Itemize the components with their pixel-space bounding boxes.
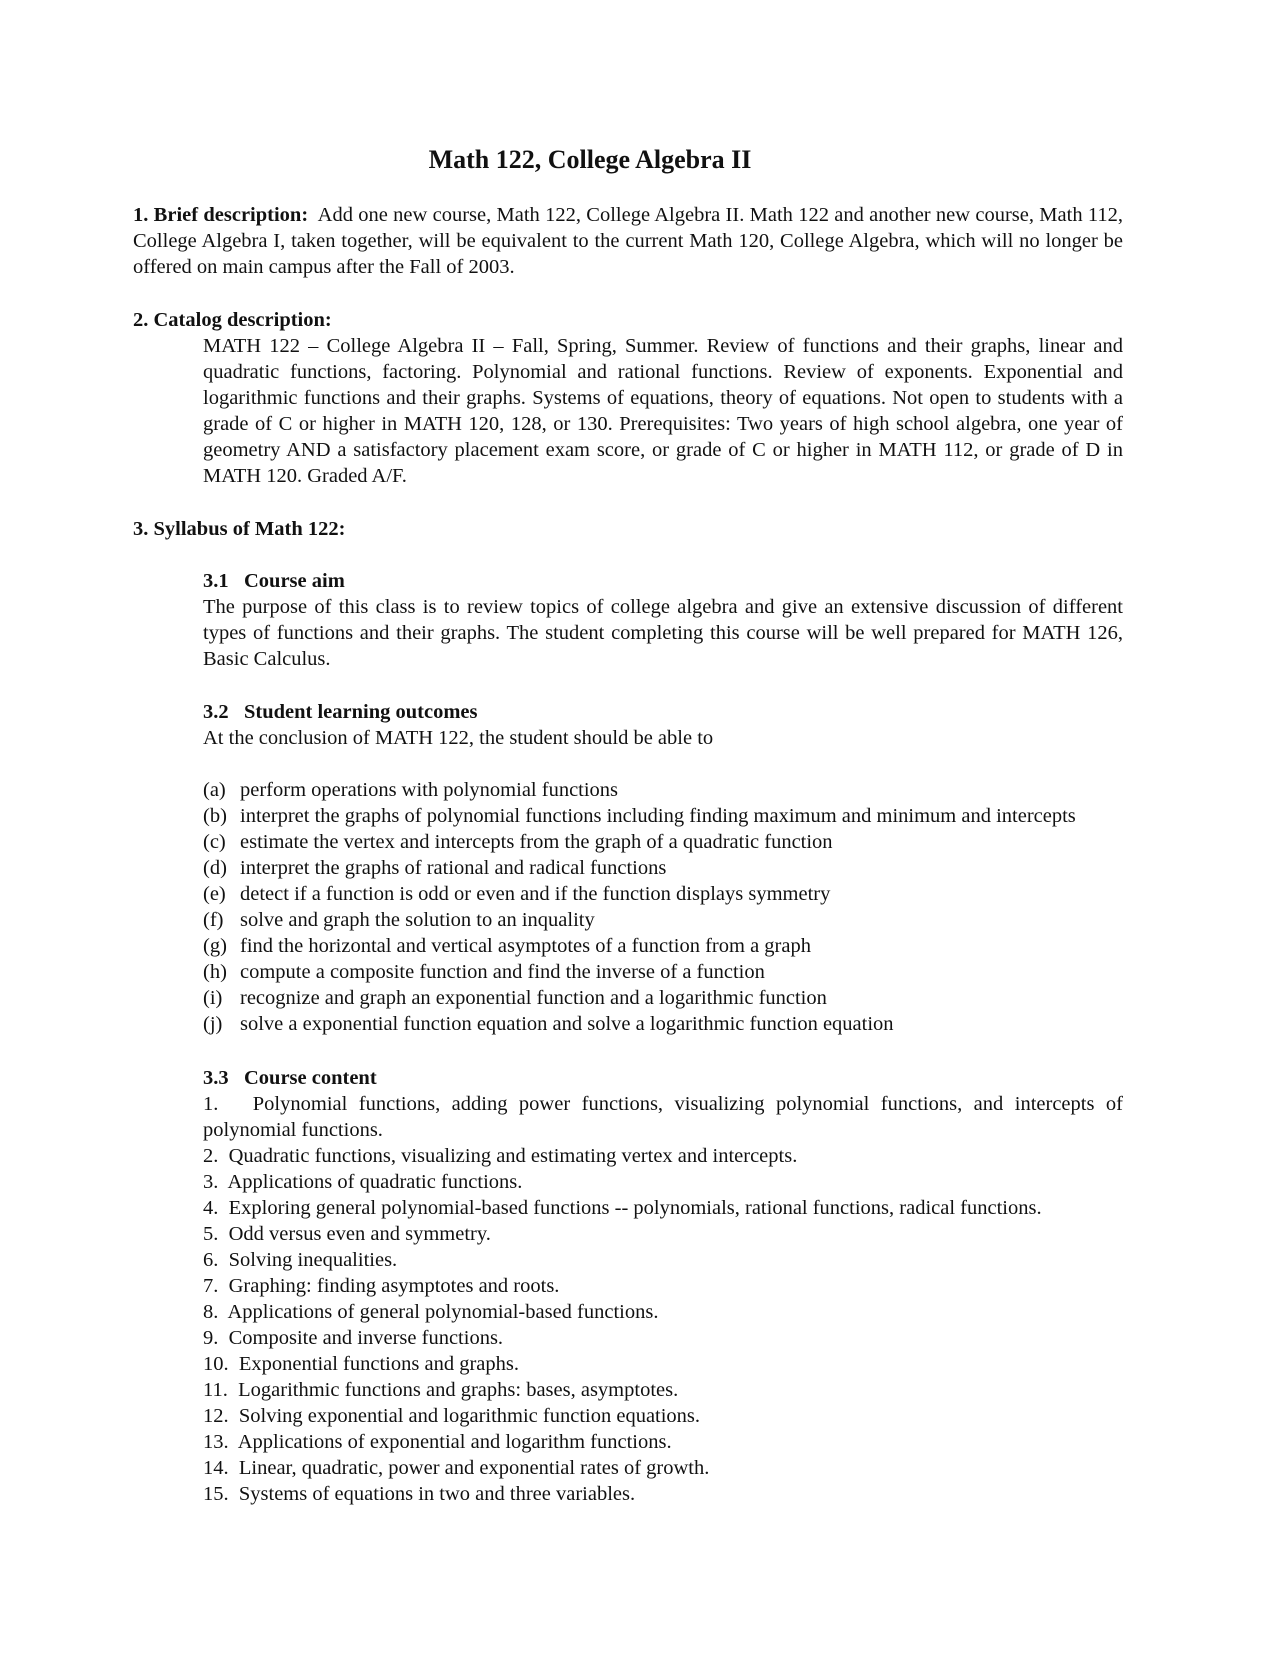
list-text: Applications of exponential and logarithm functions. [237, 1431, 672, 1453]
list-item [203, 1455, 1123, 1481]
list-marker: 6. [203, 1249, 219, 1271]
list-item [203, 1325, 1123, 1351]
list-marker: 5. [203, 1223, 219, 1245]
list-text: Solving inequalities. [228, 1249, 398, 1271]
list-text: find the horizontal and vertical asymptotes of a function from a graph [240, 935, 811, 957]
list-marker: 4. [203, 1197, 219, 1219]
list-text: Linear, quadratic, power and exponential rates of growth. [238, 1457, 710, 1479]
outcomes-list [203, 777, 1123, 1037]
list-marker: (c) [203, 831, 226, 853]
list-item [203, 1169, 1123, 1195]
list-marker: 13. [203, 1431, 229, 1453]
list-marker: (f) [203, 909, 224, 931]
list-text: Applications of general polynomial-based functions. [227, 1301, 659, 1323]
list-text: recognize and graph an exponential function and a logarithmic function [240, 987, 827, 1009]
list-text: perform operations with polynomial functions [240, 779, 619, 801]
list-item [203, 985, 1123, 1011]
list-marker: 1. [203, 1093, 219, 1115]
list-marker: 8. [203, 1301, 219, 1323]
brief-text: Add one new course, Math 122, College Algebra II. Math 122 and another new course, Math 112, College Algebra I, taken together, will be equivalent to the current Math 120, College Algebra, which will no longer be offered on main campus after the Fall of 2003. [133, 204, 1124, 278]
list-marker: 12. [203, 1405, 229, 1427]
list-marker: (h) [203, 961, 227, 983]
list-item [203, 1247, 1123, 1273]
list-item [203, 1351, 1123, 1377]
list-text: Odd versus even and symmetry. [228, 1223, 491, 1245]
list-marker: (e) [203, 883, 226, 905]
list-item [203, 1377, 1123, 1403]
content-heading: 3.3 Course content [203, 1067, 377, 1089]
list-text: Graphing: finding asymptotes and roots. [228, 1275, 560, 1297]
list-marker: (j) [203, 1013, 223, 1035]
catalog-text: MATH 122 – College Algebra II – Fall, Spring, Summer. Review of functions and their graphs, linear and quadratic functions, factoring. Polynomial and rational functions. Review of exponents. Exponential and logarithmic functions and their graphs. Systems of equations, theory of equations. Not open to students with a grade of C or higher in MATH 120, 128, or 130. Prerequisites: Two years of high school algebra, one year of geometry AND a satisfactory placement exam score, or grade of C or higher in MATH 112, or grade of D in MATH 120. Graded A/F. [203, 335, 1123, 487]
list-text: detect if a function is odd or even and if the function displays symmetry [240, 883, 831, 905]
list-item [203, 1091, 1123, 1143]
outcomes-intro: At the conclusion of MATH 122, the student should be able to [203, 727, 714, 749]
list-marker: 10. [203, 1353, 229, 1375]
list-text: Exponential functions and graphs. [238, 1353, 519, 1375]
list-marker: (a) [203, 779, 226, 801]
list-marker: (g) [203, 935, 227, 957]
list-item [203, 777, 1123, 803]
aim-heading: 3.1 Course aim [203, 570, 345, 592]
brief-description [133, 202, 1123, 280]
list-item [203, 1195, 1123, 1221]
list-text: Systems of equations in two and three variables. [238, 1483, 636, 1505]
list-text: interpret the graphs of polynomial functions including finding maximum and minimum and intercepts [240, 805, 1076, 827]
list-text: solve and graph the solution to an inquality [240, 909, 595, 931]
list-item [203, 855, 1123, 881]
list-text: Logarithmic functions and graphs: bases, asymptotes. [238, 1379, 679, 1401]
list-marker: (i) [203, 987, 223, 1009]
list-text: compute a composite function and find the inverse of a function [240, 961, 765, 983]
list-text: Polynomial functions, adding power functions, visualizing polynomial functions, and intercepts of polynomial functions. [203, 1093, 1123, 1141]
list-marker: 14. [203, 1457, 229, 1479]
outcomes-heading: 3.2 Student learning outcomes [203, 701, 478, 723]
list-item [203, 1273, 1123, 1299]
list-marker: 9. [203, 1327, 219, 1349]
list-text: Quadratic functions, visualizing and estimating vertex and intercepts. [228, 1145, 798, 1167]
page-title: Math 122, College Algebra II [428, 145, 752, 174]
list-item [203, 803, 1123, 829]
list-item [203, 1403, 1123, 1429]
list-text: Exploring general polynomial-based functions -- polynomials, rational functions, radical functions. [228, 1197, 1042, 1219]
catalog-heading: 2. Catalog description: [133, 309, 332, 331]
list-text: Composite and inverse functions. [228, 1327, 504, 1349]
list-text: Applications of quadratic functions. [227, 1171, 523, 1193]
list-item [203, 1143, 1123, 1169]
list-text: Solving exponential and logarithmic function equations. [238, 1405, 701, 1427]
aim-text: The purpose of this class is to review topics of college algebra and give an extensive discussion of different types of functions and their graphs. The student completing this course will be well prepared for MATH 126, Basic Calculus. [203, 596, 1123, 670]
list-text: interpret the graphs of rational and radical functions [240, 857, 667, 879]
list-marker: 2. [203, 1145, 219, 1167]
content-list [203, 1091, 1123, 1507]
list-item [203, 1299, 1123, 1325]
list-item [203, 933, 1123, 959]
list-text: solve a exponential function equation and solve a logarithmic function equation [240, 1013, 894, 1035]
list-marker: 7. [203, 1275, 219, 1297]
brief-heading: 1. Brief description: [133, 204, 309, 226]
list-marker: (b) [203, 805, 227, 827]
list-text: estimate the vertex and intercepts from the graph of a quadratic function [240, 831, 833, 853]
list-item [203, 1221, 1123, 1247]
list-marker: 3. [203, 1171, 219, 1193]
list-marker: (d) [203, 857, 227, 879]
list-item [203, 1011, 1123, 1037]
list-marker: 11. [203, 1379, 228, 1401]
list-item [203, 959, 1123, 985]
list-item [203, 1429, 1123, 1455]
list-item [203, 907, 1123, 933]
list-item [203, 829, 1123, 855]
syllabus-heading: 3. Syllabus of Math 122: [133, 518, 346, 540]
list-item [203, 881, 1123, 907]
list-item [203, 1481, 1123, 1507]
list-marker: 15. [203, 1483, 229, 1505]
